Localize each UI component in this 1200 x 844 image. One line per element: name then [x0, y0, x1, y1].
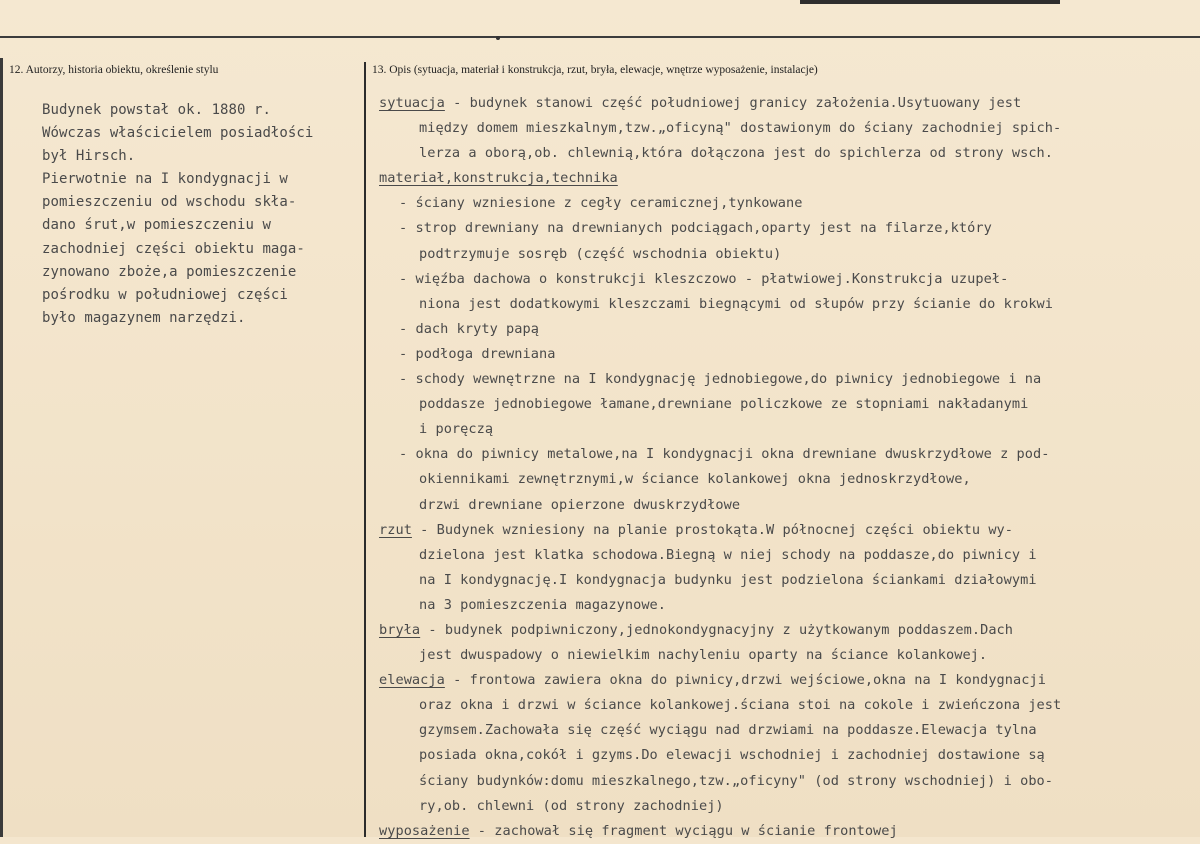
description-text-line — [379, 568, 1179, 593]
description-text-line — [379, 267, 1179, 292]
description-text-line — [379, 794, 1179, 819]
history-text-line: było magazynem narzędzi. — [42, 309, 246, 326]
description-text-line — [379, 392, 1179, 417]
line-text: ry,ob. chlewni (od strony zachodniej) — [419, 797, 724, 814]
line-text: na 3 pomieszczenia magazynowe. — [419, 596, 667, 613]
description-text-line — [379, 819, 1179, 844]
line-text: oraz okna i drzwi w ściance kolankowej.ściana stoi na cokole i zwieńczona jest — [419, 697, 1062, 714]
line-text: i poręczą — [419, 421, 494, 438]
section-term: elewacja — [379, 672, 445, 689]
section-12-header: 12. Autorzy, historia obiektu, określenie stylu — [9, 64, 219, 76]
description-text-line — [379, 467, 1179, 492]
description-text-line — [379, 518, 1179, 543]
line-text: ściany budynków:domu mieszkalnego,tzw.„oficyny" (od strony wschodniej) i obo- — [419, 772, 1054, 789]
section-term: rzut — [379, 521, 412, 538]
line-text: posiada okna,cokół i gzyms.Do elewacji wschodniej i zachodniej dostawione są — [419, 747, 1045, 764]
line-text: jest dwuspadowy o niewielkim nachyleniu oparty na ściance kolankowej. — [419, 647, 988, 664]
description-text-line — [379, 668, 1179, 693]
description-text-line — [379, 342, 1179, 367]
line-text: dzielona jest klatka schodowa.Biegną w niej schody na poddasze,do piwnicy i — [419, 546, 1037, 563]
line-text: poddasze jednobiegowe łamane,drewniane policzkowe ze stopniami nakładanymi — [419, 396, 1029, 413]
section-13-header: 13. Opis (sytuacja, materiał i konstrukcja, rzut, bryła, elewacje, wnętrze wyposażenie, instalacje) — [372, 64, 818, 76]
history-text-line: zachodniej części obiektu maga- — [42, 240, 305, 257]
description-text-column — [379, 91, 1179, 844]
description-text-line — [379, 718, 1179, 743]
line-text: - dach kryty papą — [399, 320, 539, 337]
history-text-line: Pierwotnie na I kondygnacji w — [42, 171, 288, 188]
left-border — [0, 58, 3, 837]
section-term: bryła — [379, 621, 421, 638]
section-term: materiał,konstrukcja,technika — [379, 170, 618, 187]
description-text-line — [379, 643, 1179, 668]
history-text-line: pomieszczeniu od wschodu skła- — [42, 194, 297, 211]
description-text-line — [379, 317, 1179, 342]
history-text-line: zynowano zboże,a pomieszczenie — [42, 263, 297, 280]
description-text-line — [379, 216, 1179, 241]
description-text-line — [379, 593, 1179, 618]
line-text: - więźba dachowa o konstrukcji kleszczowo - płatwiowej.Konstrukcja uzupeł- — [399, 270, 1009, 287]
description-text-line — [379, 618, 1179, 643]
line-text: - zachował się fragment wyciągu w ścianie frontowej — [469, 822, 898, 839]
line-text: lerza a oborą,ob. chlewnią,która dołączona jest do spichlerza od strony wsch. — [419, 145, 1054, 162]
description-text-line — [379, 141, 1179, 166]
line-text: - strop drewniany na drewnianych podciągach,oparty jest na filarze,który — [399, 220, 992, 237]
line-text: gzymsem.Zachowała się część wyciągu nad drzwiami na poddasze.Elewacja tylna — [419, 722, 1037, 739]
description-text-line — [379, 116, 1179, 141]
description-text-line — [379, 91, 1179, 116]
description-text-line — [379, 417, 1179, 442]
description-text-line — [379, 367, 1179, 392]
history-text-column — [42, 99, 362, 330]
line-text: - budynek stanowi część południowej granicy założenia.Usytuowany jest — [444, 95, 1022, 111]
line-text: - okna do piwnicy metalowe,na I kondygnacji okna drewniane dwuskrzydłowe z pod- — [399, 446, 1050, 463]
description-text-line — [379, 493, 1179, 518]
line-text: okiennikami zewnętrznymi,w ściance kolankowej okna jednoskrzydłowe, — [419, 471, 971, 488]
ink-dot — [496, 36, 500, 40]
history-text-line: Budynek powstał ok. 1880 r. — [42, 102, 271, 118]
line-text: niona jest dodatkowymi kleszczami biegnącymi od słupów przy ścianie do krokwi — [419, 295, 1054, 312]
top-edge-mark — [800, 0, 1060, 4]
line-text: - Budynek wzniesiony na planie prostokąta.W północnej części obiektu wy- — [411, 521, 1014, 538]
description-text-line — [379, 242, 1179, 267]
history-text-line: pośrodku w południowej części — [42, 286, 288, 303]
description-text-line — [379, 292, 1179, 317]
line-text: - budynek podpiwniczony,jednokondygnacyjny z użytkowanym poddaszem.Dach — [420, 621, 1014, 638]
description-text-line — [379, 743, 1179, 768]
history-text-line: Wówczas właścicielem posiadłości — [42, 125, 314, 142]
line-text: - schody wewnętrzne na I kondygnację jednobiegowe,do piwnicy jednobiegowe i na — [399, 371, 1042, 388]
line-text: drzwi drewniane opierzone dwuskrzydłowe — [419, 496, 741, 513]
description-text-line — [379, 543, 1179, 568]
line-text: podtrzymuje sosręb (część wschodnia obiektu) — [419, 245, 782, 262]
description-text-line — [379, 166, 1179, 191]
history-text-line: dano śrut,w pomieszczeniu w — [42, 217, 271, 234]
description-text-line — [379, 442, 1179, 467]
line-text: na I kondygnację.I kondygnacja budynku jest podzielona ściankami działowymi — [419, 571, 1037, 588]
description-text-line — [379, 191, 1179, 216]
line-text: - ściany wzniesione z cegły ceramicznej,tynkowane — [399, 195, 803, 212]
section-term: sytuacja — [379, 95, 445, 111]
column-divider — [364, 62, 366, 837]
line-text: - frontowa zawiera okna do piwnicy,drzwi wejściowe,okna na I kondygnacji — [444, 672, 1046, 689]
description-text-line — [379, 769, 1179, 794]
top-rule — [0, 36, 1200, 38]
description-text-line — [379, 693, 1179, 718]
history-text-line: był Hirsch. — [42, 148, 136, 165]
line-text: - podłoga drewniana — [399, 345, 556, 362]
section-term: wyposażenie — [379, 822, 470, 839]
line-text: między domem mieszkalnym,tzw.„oficyną" dostawionym do ściany zachodniej spich- — [419, 120, 1062, 137]
